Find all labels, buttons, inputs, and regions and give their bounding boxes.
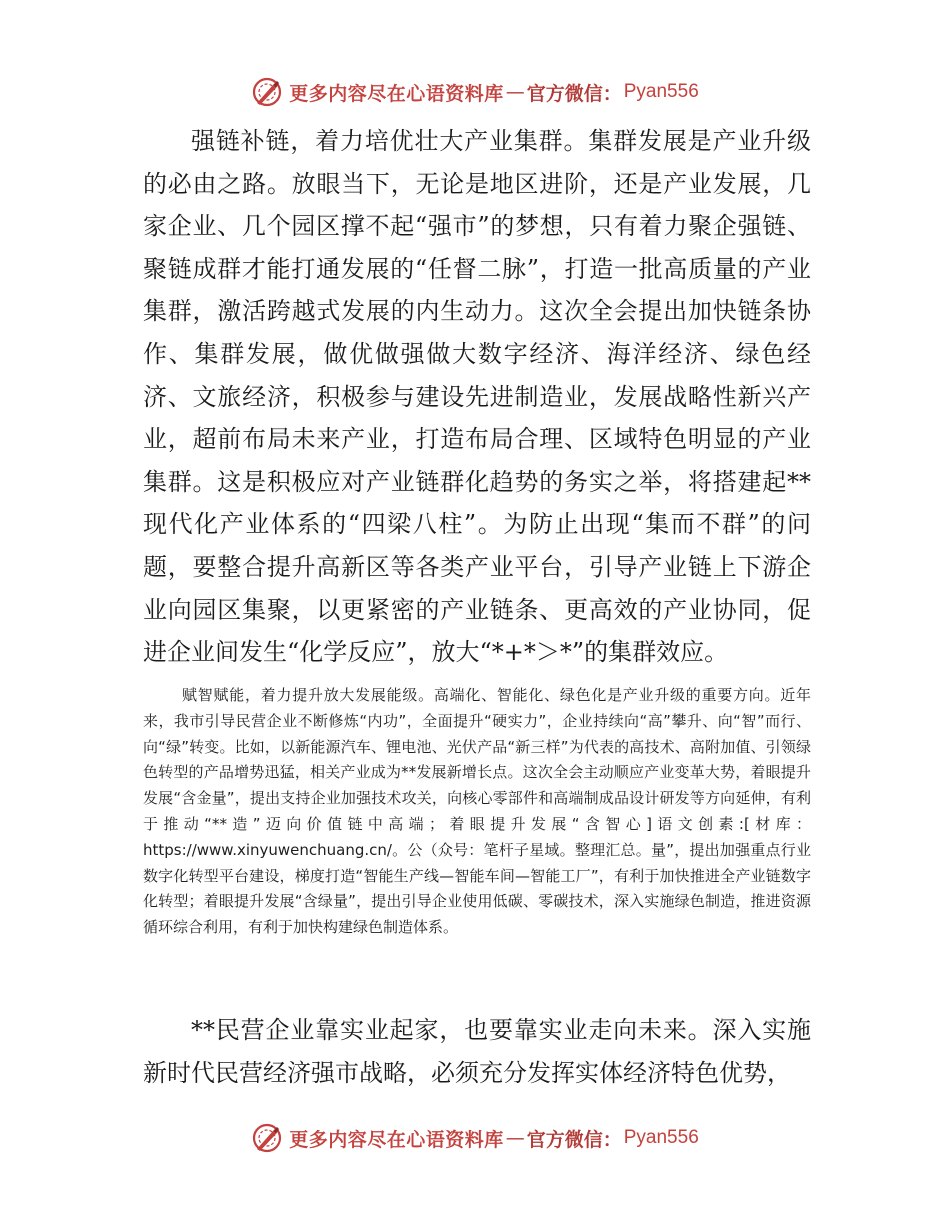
banner-dash: — bbox=[505, 1127, 525, 1149]
paragraph-empowerment: 赋智赋能，着力提升放大发展能级。高端化、智能化、绿色化是产业升级的重要方向。近年来，我市引导民营企业不断修炼“内功”，全面提升“硬实力”，企业持续向“高”攀升、向“智”而行、向“绿”转变。比如，以新能源汽车、锂电池、光伏产品“新三样”为代表的高技术、高附加值、引领绿色转型的产品增势迅猛，相关产业成为**发展新增长点。这次全会主动顺应产业变革大势，着眼提升发展“含金量”，提出支持企业加强技术攻关，向核心零部件和高端制成品设计研发等方向延伸，有利于推动“**造”迈向价值链中高端；着眼提升发展“含智心]语文创素:[材库：https://www.xinyuwenchuang.cn/。公（众号：笔杆子星域。整理汇总。量”，提出加强重点行业数字化转型平台建设，梯度打造“智能生产线—智能车间—智能工厂”，有利于加快推进全产业链数字化转型；着眼提升发展“含绿量”，提出引导企业使用低碳、零碳技术，深入实施绿色制造，推进资源循环综合利用，有利于加快构建绿色制造体系。 bbox=[143, 686, 811, 937]
banner-slogan: 更多内容尽在心语资料库 bbox=[289, 82, 504, 105]
header-banner bbox=[0, 72, 950, 112]
pen-logo-icon bbox=[251, 1122, 283, 1154]
banner-slogan: 更多内容尽在心语资料库 bbox=[289, 1128, 504, 1151]
paragraph-private-enterprises: **民营企业靠实业起家，也要靠实业走向未来。深入实施新时代民营经济强市战略，必须充分发挥实体经济特色优势， bbox=[143, 1016, 811, 1087]
banner-wechat-label: 官方微信： bbox=[526, 1128, 622, 1151]
banner-wechat-id: Pyan556 bbox=[623, 1127, 699, 1148]
pen-logo-icon bbox=[251, 76, 283, 108]
banner-wechat-label: 官方微信： bbox=[526, 82, 622, 105]
footer-banner bbox=[0, 1118, 950, 1158]
banner-dash: — bbox=[505, 81, 525, 103]
banner-wechat-id: Pyan556 bbox=[623, 81, 699, 102]
paragraph-industrial-clusters: 强链补链，着力培优壮大产业集群。集群发展是产业升级的必由之路。放眼当下，无论是地区进阶，还是产业发展，几家企业、几个园区撑不起“强市”的梦想，只有着力聚企强链、聚链成群才能打通发展的“任督二脉”，打造一批高质量的产业集群，激活跨越式发展的内生动力。这次全会提出加快链条协作、集群发展，做优做强做大数字经济、海洋经济、绿色经济、文旅经济，积极参与建设先进制造业，发展战略性新兴产业，超前布局未来产业，打造布局合理、区域特色明显的产业集群。这是积极应对产业链群化趋势的务实之举，将搭建起**现代化产业体系的“四梁八柱”。为防止出现“集而不群”的问题，要整合提升高新区等各类产业平台，引导产业链上下游企业向园区集聚，以更紧密的产业链条、更高效的产业协同，促进企业间发生“化学反应”，放大“*+*＞*”的集群效应。 bbox=[143, 127, 811, 667]
